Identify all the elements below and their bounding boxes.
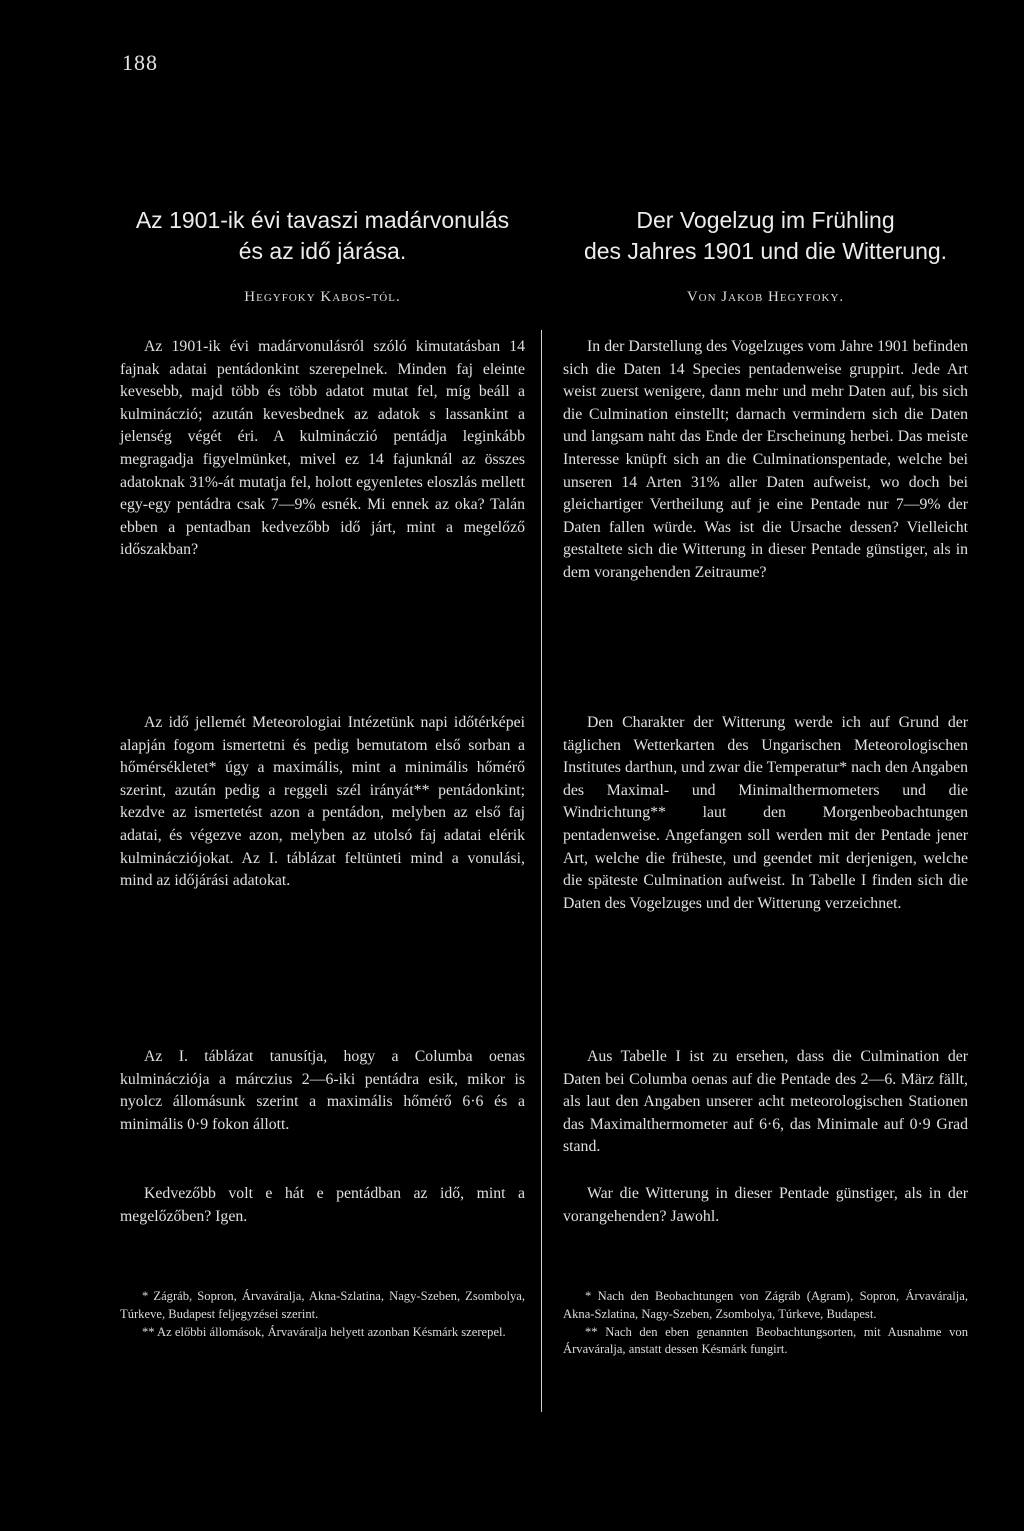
german-body-4 (563, 1183, 968, 1228)
hungarian-author: Hegyfoky Kabos-tól. (244, 289, 401, 305)
german-footnotes (563, 1288, 968, 1359)
german-title (563, 205, 968, 267)
hungarian-body-2 (120, 712, 525, 893)
hungarian-paragraph-3: Az I. táblázat tanusítja, hogy a Columba oenas kulminácziója a márczius 2—6-iki pentádra esik, mikor is nyolcz állomásunk szerint a maximális hőmérő 6·6 és a minimális 0·9 fokon állott. (120, 1048, 525, 1133)
german-footnote-1: * Nach den Beobachtungen von Zágráb (Agram), Sopron, Árvaváralja, Akna-Szlatina, Nagy-Szeben, Zsombolya, Túrkeve, Budapest. (563, 1289, 968, 1321)
german-title-line1: Der Vogelzug im Frühling (636, 207, 895, 233)
german-column (563, 205, 968, 267)
hungarian-footnotes (120, 1288, 525, 1341)
hungarian-paragraph-2: Az idő jellemét Meteorologiai Intézetünk napi időtérképei alapján fogom ismertetni és pedig bemutatom első sorban a hőmérsékletet* úgy a maximális, mint a minimális hőmérő szerint, azután pedig a reggeli szél irányát** pentádonkint; kezdve az ismertetést azon a pentádon, melyben az első faj adatai, és végezve azon, melyben az utolsó faj adatai elérik kulminácziójokat. Az I. táblázat feltünteti mind a vonulási, mind az időjárási adatokat. (120, 714, 525, 890)
hungarian-title-line2: és az idő járása. (238, 238, 407, 264)
german-title-line2: des Jahres 1901 und die Witterung. (583, 238, 948, 264)
page-number: 188 (122, 50, 158, 75)
german-body (563, 336, 968, 585)
hungarian-paragraph-4: Kedvezőbb volt e hát e pentádban az idő, mint a megelőzőben? Igen. (120, 1185, 525, 1225)
hungarian-footnote-2: ** Az előbbi állomások, Árvaváralja helyett azonban Késmárk szerepel. (142, 1324, 506, 1339)
german-paragraph-4: War die Witterung in dieser Pentade günstiger, als in der vorangehenden? Jawohl. (563, 1185, 968, 1225)
german-body-3 (563, 1046, 968, 1159)
german-footnote-2: ** Nach den eben genannten Beobachtungsorten, mit Ausnahme von Árvaváralja, anstatt dessen Késmárk fungirt. (563, 1324, 968, 1357)
german-body-2 (563, 712, 968, 915)
hungarian-paragraph-1: Az 1901-ik évi madárvonulásról szóló kimutatásban 14 fajnak adatai pentádonkint szerepelnek. Minden faj eleinte kevesebb, majd több és több adatot mutat fel, míg beáll a kulmináczió; azután kevesbednek az adatok s lassankint a jelenség végét éri. A kulmináczió pentádja leginkább megragadja figyelmünket, mivel ez 14 fajunknál az összes adatoknak 31%-át mutatja fel, holott egyenletes eloszlás mellett egy-egy pentádra csak 7—9% esnék. Mi ennek az oka? Talán ebben a pentadban kedvezőbb idő járt, mint a megelőző időszakban? (120, 338, 525, 559)
german-author: Von Jakob Hegyfoky. (686, 289, 845, 305)
german-paragraph-2: Den Charakter der Witterung werde ich auf Grund der täglichen Wetterkarten des Ungarischen Meteorologischen Institutes darthun, und zwar die Temperatur* nach den Angaben des Maximal- und Minimalthermometers und die Windrichtung** laut den Morgenbeobachtungen pentadenweise. Angefangen soll werden mit der Pentade jener Art, welche die früheste, und geendet mit derjenigen, welche die späteste Culmination aufweist. In Tabelle I finden sich die Daten des Vogelzuges und der Witterung verzeichnet. (563, 714, 968, 912)
column-divider (541, 330, 542, 1412)
hungarian-body-4 (120, 1183, 525, 1228)
hungarian-footnote-1: * Zágráb, Sopron, Árvaváralja, Akna-Szlatina, Nagy-Szeben, Zsombolya, Túrkeve, Budapest feljegyzései szerint. (120, 1289, 525, 1321)
hungarian-column (120, 205, 525, 267)
hungarian-title-line1: Az 1901-ik évi tavaszi madárvonulás (135, 207, 510, 233)
german-paragraph-3: Aus Tabelle I ist zu ersehen, dass die Culmination der Daten bei Columba oenas auf die Pentade des 2—6. März fällt, als laut den Angaben unserer acht meteorologischen Stationen das Maximalthermometer auf 6·6, das Minimale auf 0·9 Grad stand. (563, 1048, 968, 1156)
german-paragraph-1: In der Darstellung des Vogelzuges vom Jahre 1901 befinden sich die Daten 14 Species pentadenweise gruppirt. Jede Art weist zuerst wenigere, dann mehr und mehr Daten auf, bis sich die Culmination einstellt; darnach vermindern sich die Daten und langsam naht das Ende der Erscheinung herbei. Das meiste Interesse knüpft sich an die Culminationspentade, welche bei unseren 14 Arten 31% aller Daten aufweist, wo doch bei gleichartiger Vertheilung auf je eine Pentade nur 7—9% der Daten fallen würde. Was ist die Ursache dessen? Vielleicht gestaltete sich die Witterung in dieser Pentade günstiger, als in dem vorangehenden Zeitraume? (563, 338, 968, 581)
hungarian-title (120, 205, 525, 267)
hungarian-body (120, 336, 525, 562)
hungarian-body-3 (120, 1046, 525, 1136)
